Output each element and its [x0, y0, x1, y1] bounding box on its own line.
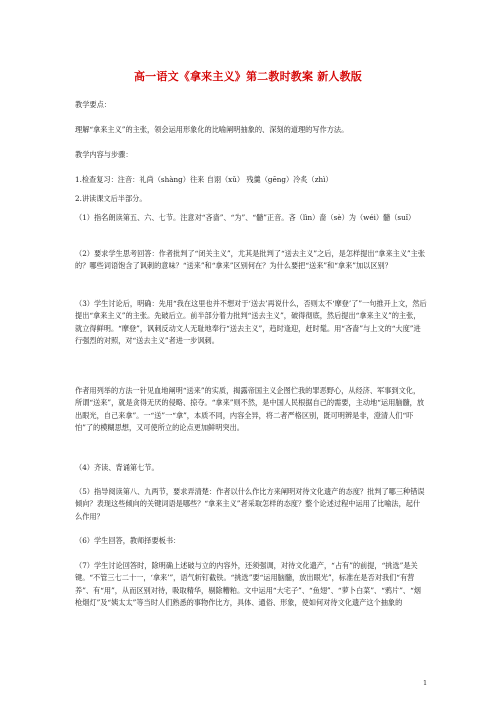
paragraph-substep-7: （7）学生讨论回答时，除明确上述破与立的内容外，还须强调，对待文化遗产，“占有”的前提，“挑选”是关键。“不管三七二十一，‘拿来’”，语气斩钉截铁。“挑选”要“运用脑髓，放出眼光”，标准在是否对我们“有营养”、有“用”，从而区别对待，吸取精华，剔除糟粕。文中运用“大宅子”、“鱼翅”、“萝卜白菜”、“鸦片”、“烟枪烟灯”及“姨太太”等当时人们熟悉的事物作比方，具体、通俗、形象，使如何对待文化遗产这个抽象的: [75, 561, 421, 608]
paragraph-substep-6: （6）学生回答，教师择要板书：: [75, 536, 181, 545]
paragraph-steps-heading: 教学内容与步骤：: [75, 150, 133, 159]
paragraph-teaching-points: 理解“拿来主义”的主张，领会运用形象化的比喻阐明抽象的、深刻的道理的写作方法。: [75, 125, 349, 134]
paragraph-substep-4: （4）齐读、背诵第七节。: [75, 463, 159, 472]
paragraph-substep-3: （3）学生讨论后，明确：先用“我在这里也并不想对于‘送去’再说什么，否则太不‘摩登’了”一句推开上文，然后提出“拿来主义”的主张。先破后立。前半部分着力批判“送去主义”，破得彻底，然后提出“拿来主义”的主张，就立得鲜明。“摩登”，讽刺反动文人无耻地奉行“送去主义”，趋时逢迎，赶时髦。用“吝啬”与上文的“大度”进行强烈的对照，对“送去主义”者进一步讽刺。: [75, 299, 427, 346]
paragraph-substep-2: （2）要求学生思考回答：作者批判了“闭关主义”，尤其是批判了“送去主义”之后，是怎样提出“拿来主义”主张的？哪些词语饱含了讽刺的意味？“送来”和“拿来”区别何在？为什么要把“送来”和“拿来”加以区别？: [75, 249, 426, 271]
paragraph-substep-5: （5）指导阅读第八、九两节，要求弄清楚：作者以什么作比方来阐明对待文化遗产的态度？批判了哪三种错误倾向？表现这些倾向的关键词语是哪些？“拿来主义”者采取怎样的态度？整个论述过程中运用了比喻法，起什么作用？: [75, 487, 425, 521]
page-number: 1: [423, 679, 428, 687]
paragraph-substep-1: （1）指名朗读第五、六、七节。注意对“吝啬”、“为”、“髓”正音。吝（lìn）啬（sè）为（wéi）髓（suǐ）: [75, 213, 416, 222]
paragraph-step-1: 1.检查复习：注音：礼尚（shàng）往来 自诩（xǔ） 残羹（gēng）冷炙（zhì）: [75, 175, 333, 184]
paragraph-analysis: 作者用列举的方法一针见血地阐明“送来”的实质，揭露帝国主义企图伫我的罪恶野心，从经济、军事到文化，所谓“送来”，就是贪得无厌的侵略、掠夺。“拿来”则不然，是中国人民根据自己的需要，主动地“运用脑髓，放出眼光，自己来拿”。一“送”一“拿”，本质不同，内容全异，将二者严格区别，既可明辨是非，澄清人们“吓怕”了的模糊思想，又可使所立的论点更加鲜明突出。: [75, 386, 425, 433]
document-title: 高一语文《拿来主义》第二教时教案 新人教版: [133, 70, 363, 83]
paragraph-teaching-points-heading: 教学要点：: [75, 100, 111, 109]
paragraph-step-2: 2.讲读课文后半部分。: [75, 194, 147, 203]
